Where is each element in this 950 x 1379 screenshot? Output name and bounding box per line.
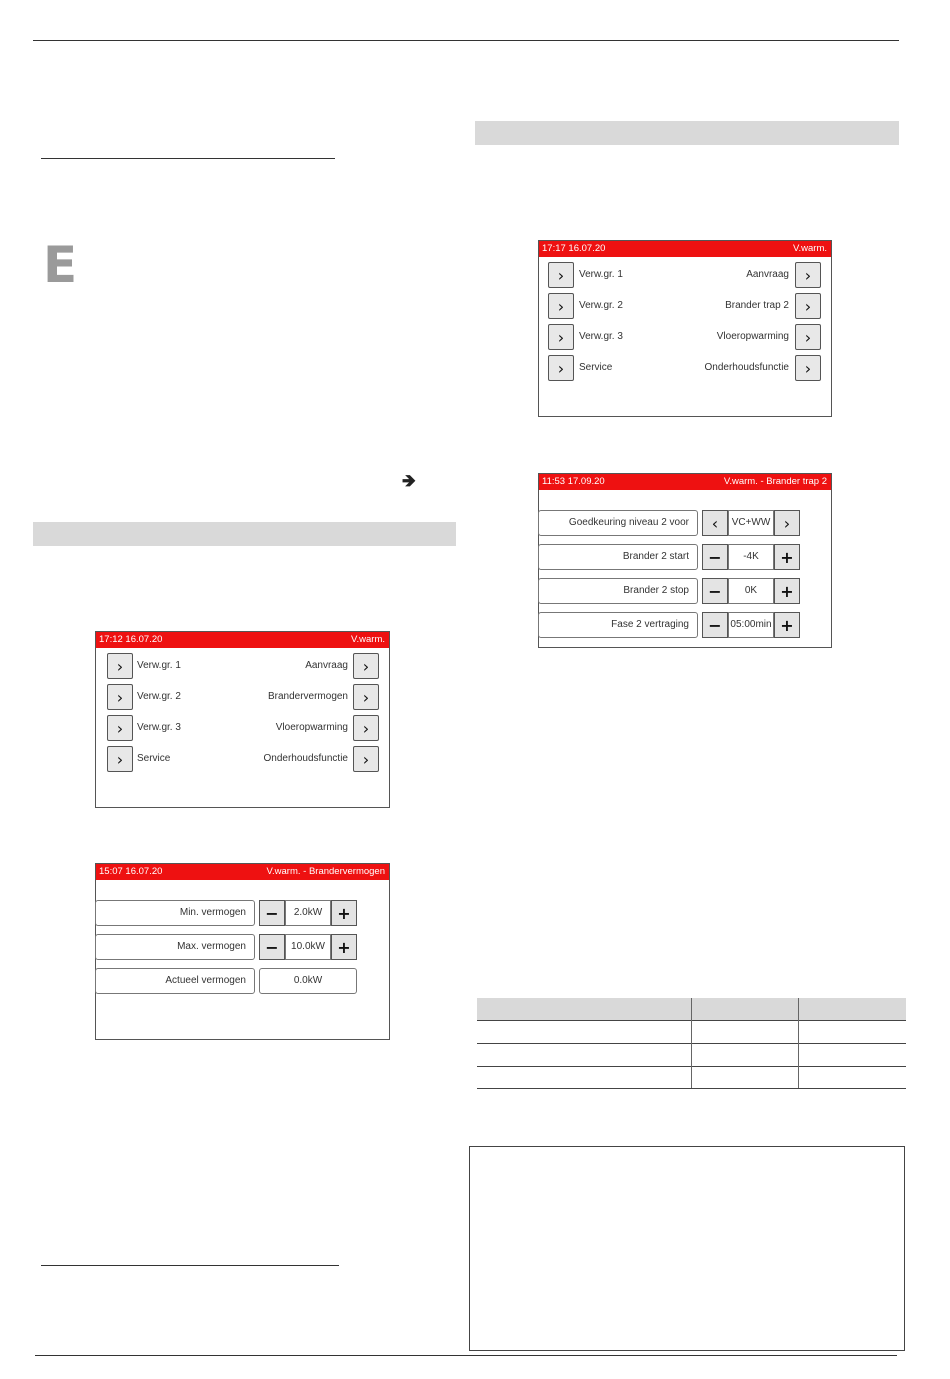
header-title: V.warm. - Brandervermogen bbox=[266, 866, 385, 877]
chevron-right-icon: › bbox=[362, 656, 370, 676]
screen-header bbox=[96, 864, 389, 880]
chevron-right-icon: › bbox=[557, 265, 565, 285]
brander-2-stop-value[interactable]: 0K bbox=[728, 578, 774, 604]
chevron-right-icon: › bbox=[804, 296, 812, 316]
menu-label-left: Service bbox=[137, 753, 171, 764]
brander-2-start-decrease-button[interactable]: − bbox=[702, 544, 728, 570]
min-vermogen-label: Min. vermogen bbox=[95, 900, 255, 926]
chevron-right-icon: › bbox=[557, 358, 565, 378]
min-vermogen-value[interactable]: 2.0kW bbox=[285, 900, 331, 926]
section-letter: E bbox=[43, 236, 78, 294]
menu-label-right: Aanvraag bbox=[746, 269, 789, 280]
aanvraag-button[interactable] bbox=[353, 653, 379, 679]
brander-trap-2-screen bbox=[538, 473, 832, 648]
menu-label-right: Onderhoudsfunctie bbox=[263, 753, 348, 764]
min-vermogen-increase-button[interactable]: + bbox=[331, 900, 357, 926]
chevron-right-icon: › bbox=[116, 656, 124, 676]
brander-2-stop-increase-button[interactable]: + bbox=[774, 578, 800, 604]
brander-2-stop-label: Brander 2 stop bbox=[538, 578, 698, 604]
brandervermogen-screen bbox=[95, 863, 390, 1040]
vloeropwarming-button[interactable] bbox=[353, 715, 379, 741]
vloeropwarming-button[interactable] bbox=[795, 324, 821, 350]
max-vermogen-increase-button[interactable]: + bbox=[331, 934, 357, 960]
onderhoudsfunctie-button[interactable] bbox=[353, 746, 379, 772]
chevron-right-icon: › bbox=[116, 687, 124, 707]
aanvraag-button[interactable] bbox=[795, 262, 821, 288]
chevron-right-icon: › bbox=[362, 718, 370, 738]
screen-header bbox=[96, 632, 389, 648]
menu-label-left: Verw.gr. 1 bbox=[137, 660, 181, 671]
section-bar-left bbox=[33, 522, 456, 546]
menu-label-right: Vloeropwarming bbox=[716, 331, 789, 342]
verw-gr-2-button[interactable] bbox=[548, 293, 574, 319]
brandervermogen-button[interactable] bbox=[353, 684, 379, 710]
header-title: V.warm. bbox=[351, 634, 385, 645]
min-vermogen-decrease-button[interactable]: − bbox=[259, 900, 285, 926]
menu-label-left: Verw.gr. 1 bbox=[579, 269, 623, 280]
fase-2-vertraging-label: Fase 2 vertraging bbox=[538, 612, 698, 638]
section-bar-right bbox=[475, 121, 899, 145]
menu-label-right: Brander trap 2 bbox=[725, 300, 789, 311]
menu-label-right: Aanvraag bbox=[305, 660, 348, 671]
header-time: 17:12 16.07.20 bbox=[99, 634, 163, 645]
brander-2-start-increase-button[interactable]: + bbox=[774, 544, 800, 570]
heading-underline-1 bbox=[41, 158, 335, 159]
actueel-vermogen-value: 0.0kW bbox=[259, 968, 357, 994]
chevron-right-icon: › bbox=[804, 358, 812, 378]
max-vermogen-label: Max. vermogen bbox=[95, 934, 255, 960]
verw-gr-2-button[interactable] bbox=[107, 684, 133, 710]
menu-label-left: Verw.gr. 2 bbox=[579, 300, 623, 311]
top-rule bbox=[33, 40, 899, 41]
heading-underline-2 bbox=[41, 1265, 339, 1266]
arrow-right-icon: 🡺 bbox=[402, 471, 416, 491]
menu-screen-2 bbox=[538, 240, 832, 417]
chevron-right-icon: › bbox=[557, 296, 565, 316]
header-time: 15:07 16.07.20 bbox=[99, 866, 163, 877]
max-vermogen-value[interactable]: 10.0kW bbox=[285, 934, 331, 960]
menu-label-right: Vloeropwarming bbox=[275, 722, 348, 733]
table-column-divider bbox=[691, 998, 692, 1088]
chevron-right-icon: › bbox=[362, 749, 370, 769]
service-button[interactable] bbox=[548, 355, 574, 381]
menu-label-left: Service bbox=[579, 362, 613, 373]
bottom-rule bbox=[35, 1355, 897, 1356]
chevron-left-icon: ‹ bbox=[711, 513, 719, 533]
goedkeuring-prev-button[interactable] bbox=[702, 510, 728, 536]
header-time: 17:17 16.07.20 bbox=[542, 243, 606, 254]
goedkeuring-label: Goedkeuring niveau 2 voor bbox=[538, 510, 698, 536]
note-box bbox=[469, 1146, 905, 1351]
brander-trap-2-button[interactable] bbox=[795, 293, 821, 319]
verw-gr-1-button[interactable] bbox=[107, 653, 133, 679]
header-title: V.warm. bbox=[793, 243, 827, 254]
actueel-vermogen-label: Actueel vermogen bbox=[95, 968, 255, 994]
screen-header bbox=[539, 241, 831, 257]
chevron-right-icon: › bbox=[804, 265, 812, 285]
chevron-right-icon: › bbox=[783, 513, 791, 533]
brander-2-start-label: Brander 2 start bbox=[538, 544, 698, 570]
goedkeuring-next-button[interactable] bbox=[774, 510, 800, 536]
header-title: V.warm. - Brander trap 2 bbox=[723, 476, 827, 487]
header-time: 11:53 17.09.20 bbox=[542, 476, 605, 487]
service-button[interactable] bbox=[107, 746, 133, 772]
verw-gr-3-button[interactable] bbox=[107, 715, 133, 741]
fase-2-vertraging-increase-button[interactable]: + bbox=[774, 612, 800, 638]
menu-label-left: Verw.gr. 3 bbox=[579, 331, 623, 342]
table-rule bbox=[477, 1088, 906, 1089]
menu-screen-1 bbox=[95, 631, 390, 808]
chevron-right-icon: › bbox=[557, 327, 565, 347]
table-column-divider bbox=[798, 998, 799, 1088]
menu-label-right: Brandervermogen bbox=[267, 691, 348, 702]
chevron-right-icon: › bbox=[804, 327, 812, 347]
onderhoudsfunctie-button[interactable] bbox=[795, 355, 821, 381]
verw-gr-3-button[interactable] bbox=[548, 324, 574, 350]
max-vermogen-decrease-button[interactable]: − bbox=[259, 934, 285, 960]
menu-label-right: Onderhoudsfunctie bbox=[704, 362, 789, 373]
chevron-right-icon: › bbox=[362, 687, 370, 707]
menu-label-left: Verw.gr. 3 bbox=[137, 722, 181, 733]
chevron-right-icon: › bbox=[116, 718, 124, 738]
screen-header bbox=[539, 474, 831, 490]
goedkeuring-value[interactable]: VC+WW bbox=[728, 510, 774, 536]
fase-2-vertraging-value[interactable]: 05:00min bbox=[728, 612, 774, 638]
brander-2-stop-decrease-button[interactable]: − bbox=[702, 578, 728, 604]
fase-2-vertraging-decrease-button[interactable]: − bbox=[702, 612, 728, 638]
brander-2-start-value[interactable]: -4K bbox=[728, 544, 774, 570]
menu-label-left: Verw.gr. 2 bbox=[137, 691, 181, 702]
verw-gr-1-button[interactable] bbox=[548, 262, 574, 288]
chevron-right-icon: › bbox=[116, 749, 124, 769]
